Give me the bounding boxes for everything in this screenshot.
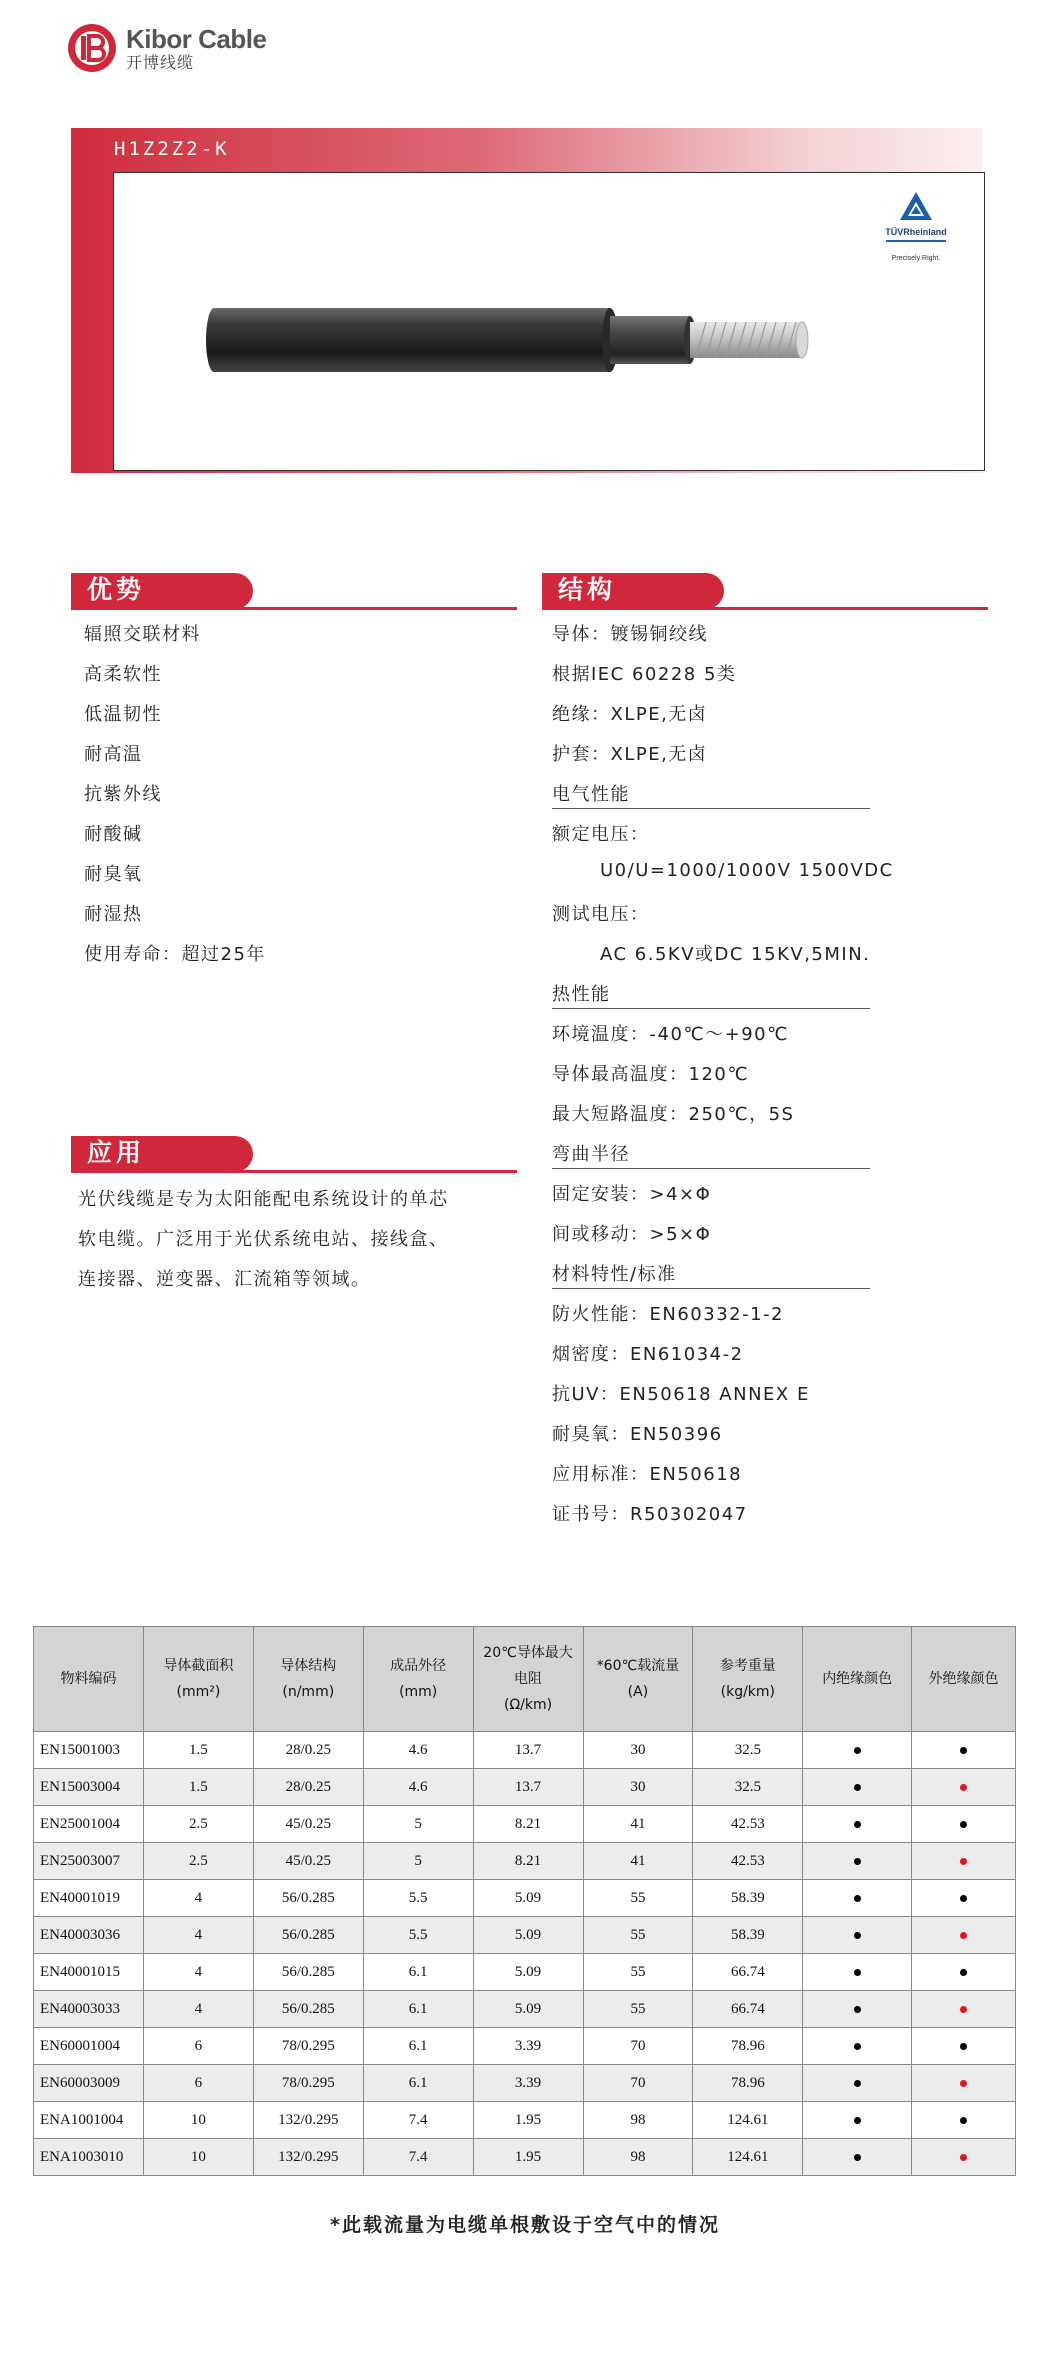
black-dot-icon: [854, 2117, 861, 2124]
inner-color-cell: [803, 1880, 912, 1917]
table-cell: 10: [143, 2139, 253, 2176]
red-dot-icon: [960, 1858, 967, 1865]
table-cell: 2.5: [143, 1843, 253, 1880]
table-row: [34, 1843, 1016, 1880]
structure-item: 导体：镀锡铜绞线: [552, 624, 708, 645]
table-row: [34, 1806, 1016, 1843]
material-code-cell: EN25003007: [34, 1843, 144, 1880]
structure-item: 环境温度：-40℃～+90℃: [552, 1024, 789, 1045]
table-cell: 7.4: [363, 2139, 473, 2176]
table-row: [34, 1769, 1016, 1806]
structure-item: 测试电压：: [552, 904, 650, 925]
inner-color-cell: [803, 2102, 912, 2139]
advantage-item: 低温韧性: [84, 704, 162, 725]
table-cell: 55: [583, 1880, 693, 1917]
structure-item: 证书号：R50302047: [552, 1504, 748, 1525]
table-cell: 41: [583, 1806, 693, 1843]
table-cell: 6.1: [363, 2065, 473, 2102]
black-dot-icon: [960, 1969, 967, 1976]
outer-color-cell: [912, 1769, 1016, 1806]
structure-subhead: 材料特性/标准: [552, 1260, 870, 1289]
table-header-text: 20℃导体最大: [483, 1645, 573, 1661]
outer-color-cell: [912, 1732, 1016, 1769]
table-cell: 55: [583, 1917, 693, 1954]
table-cell: 6: [143, 2065, 253, 2102]
red-dot-icon: [960, 2006, 967, 2013]
table-cell: 56/0.285: [253, 1954, 363, 1991]
table-cell: 4.6: [363, 1769, 473, 1806]
inner-color-cell: [803, 2028, 912, 2065]
inner-color-cell: [803, 1917, 912, 1954]
outer-color-cell: [912, 1954, 1016, 1991]
table-cell: 7.4: [363, 2102, 473, 2139]
table-header-cell: [583, 1627, 693, 1732]
application-line: 软电缆。广泛用于光伏系统电站、接线盒、: [78, 1229, 449, 1250]
table-cell: 5.09: [473, 1880, 583, 1917]
table-header-text: 内绝缘颜色: [822, 1671, 893, 1687]
table-header-text: (Ω/km): [504, 1697, 553, 1713]
table-cell: 132/0.295: [253, 2102, 363, 2139]
table-cell: 5.09: [473, 1917, 583, 1954]
table-cell: 32.5: [693, 1769, 803, 1806]
outer-color-cell: [912, 1991, 1016, 2028]
table-cell: 78.96: [693, 2028, 803, 2065]
table-header-cell: [143, 1627, 253, 1732]
table-cell: 30: [583, 1732, 693, 1769]
black-dot-icon: [854, 1895, 861, 1902]
table-cell: 42.53: [693, 1843, 803, 1880]
outer-color-cell: [912, 1806, 1016, 1843]
material-code-cell: EN60001004: [34, 2028, 144, 2065]
inner-color-cell: [803, 2139, 912, 2176]
application-line: 连接器、逆变器、汇流箱等领域。: [78, 1269, 371, 1290]
table-cell: 58.39: [693, 1917, 803, 1954]
black-dot-icon: [854, 1969, 861, 1976]
structure-item: 根据IEC 60228 5类: [552, 664, 737, 685]
advantage-item: 高柔软性: [84, 664, 162, 685]
table-cell: 5.5: [363, 1880, 473, 1917]
table-cell: 4: [143, 1991, 253, 2028]
structure-subhead: 电气性能: [552, 780, 870, 809]
red-dot-icon: [960, 1932, 967, 1939]
table-header-text: 物料编码: [60, 1671, 117, 1687]
outer-color-cell: [912, 2065, 1016, 2102]
table-header-cell: [363, 1627, 473, 1732]
red-dot-icon: [960, 2080, 967, 2087]
table-cell: 4: [143, 1917, 253, 1954]
advantages-title: 优势: [87, 575, 146, 604]
table-cell: 66.74: [693, 1954, 803, 1991]
material-code-cell: ENA1003010: [34, 2139, 144, 2176]
table-cell: 6.1: [363, 1991, 473, 2028]
material-code-cell: ENA1001004: [34, 2102, 144, 2139]
table-header-text: *60℃载流量: [596, 1658, 680, 1674]
structure-item: 最大短路温度：250℃，5S: [552, 1104, 795, 1125]
table-header-cell: [803, 1627, 912, 1732]
table-header-text: 成品外径: [390, 1658, 447, 1674]
table-header-text: 导体结构: [280, 1658, 337, 1674]
table-header-text: (kg/km): [720, 1684, 776, 1700]
red-dot-icon: [960, 2154, 967, 2161]
table-header-cell: [912, 1627, 1016, 1732]
tuv-certification-badge: [762, 180, 962, 280]
table-cell: 13.7: [473, 1732, 583, 1769]
black-dot-icon: [960, 1821, 967, 1828]
structure-item: U0/U=1000/1000V 1500VDC: [600, 860, 894, 881]
table-cell: 56/0.285: [253, 1917, 363, 1954]
application-line: 光伏线缆是专为太阳能配电系统设计的单芯: [78, 1189, 449, 1210]
table-cell: 98: [583, 2102, 693, 2139]
inner-color-cell: [803, 1843, 912, 1880]
table-cell: 45/0.25: [253, 1806, 363, 1843]
structure-item: AC 6.5KV或DC 15KV,5MIN.: [600, 944, 871, 965]
outer-color-cell: [912, 1917, 1016, 1954]
brand-name-cn: 开博线缆: [126, 53, 195, 72]
table-row: [34, 1954, 1016, 1991]
tuv-name: TÜVRheinland: [885, 227, 947, 237]
inner-color-cell: [803, 1991, 912, 2028]
table-header-text: (mm): [399, 1684, 438, 1700]
advantage-item: 抗紫外线: [84, 784, 162, 805]
brand-name-en: Kibor Cable: [126, 24, 267, 54]
table-header-cell: [473, 1627, 583, 1732]
table-cell: 56/0.285: [253, 1880, 363, 1917]
black-dot-icon: [854, 2154, 861, 2161]
material-code-cell: EN60003009: [34, 2065, 144, 2102]
table-header-cell: [693, 1627, 803, 1732]
inner-color-cell: [803, 1732, 912, 1769]
outer-color-cell: [912, 2028, 1016, 2065]
table-cell: 8.21: [473, 1806, 583, 1843]
table-cell: 4: [143, 1954, 253, 1991]
application-title: 应用: [87, 1138, 146, 1167]
advantage-item: 辐照交联材料: [84, 624, 201, 645]
structure-item: 护套：XLPE,无卤: [552, 744, 708, 765]
material-code-cell: EN40003033: [34, 1991, 144, 2028]
outer-color-cell: [912, 1843, 1016, 1880]
structure-item: 应用标准：EN50618: [552, 1464, 743, 1485]
inner-color-cell: [803, 1769, 912, 1806]
cable-illustration: [200, 290, 830, 390]
inner-color-cell: [803, 1954, 912, 1991]
table-cell: 10: [143, 2102, 253, 2139]
structure-item: 间或移动：>5×Φ: [552, 1224, 712, 1245]
table-cell: 2.5: [143, 1806, 253, 1843]
structure-item: 固定安装：>4×Φ: [552, 1184, 712, 1205]
product-model: H1Z2Z2-K: [114, 138, 230, 160]
table-cell: 124.61: [693, 2139, 803, 2176]
structure-item: 导体最高温度：120℃: [552, 1064, 750, 1085]
table-row: [34, 1732, 1016, 1769]
black-dot-icon: [960, 2043, 967, 2050]
table-header-cell: [34, 1627, 144, 1732]
black-dot-icon: [854, 1821, 861, 1828]
black-dot-icon: [960, 1747, 967, 1754]
table-cell: 5.09: [473, 1954, 583, 1991]
table-cell: 6.1: [363, 1954, 473, 1991]
table-row: [34, 1880, 1016, 1917]
table-row: [34, 1991, 1016, 2028]
table-cell: 28/0.25: [253, 1732, 363, 1769]
inner-color-cell: [803, 2065, 912, 2102]
advantage-item: 耐湿热: [84, 904, 143, 925]
black-dot-icon: [960, 2117, 967, 2124]
table-header-row: [34, 1627, 1016, 1732]
advantage-item: 耐臭氧: [84, 864, 143, 885]
table-cell: 56/0.285: [253, 1991, 363, 2028]
advantage-item: 使用寿命：超过25年: [84, 944, 266, 965]
table-cell: 5: [363, 1843, 473, 1880]
table-cell: 1.5: [143, 1769, 253, 1806]
structure-item: 耐臭氧：EN50396: [552, 1424, 723, 1445]
black-dot-icon: [854, 2006, 861, 2013]
material-code-cell: EN40001015: [34, 1954, 144, 1991]
table-cell: 5.5: [363, 1917, 473, 1954]
table-body: [34, 1732, 1016, 2176]
table-header-text: 导体截面积: [163, 1658, 234, 1674]
advantage-item: 耐酸碱: [84, 824, 143, 845]
table-cell: 1.5: [143, 1732, 253, 1769]
inner-color-cell: [803, 1806, 912, 1843]
tuv-tagline: Precisely Right.: [891, 255, 941, 262]
table-cell: 78.96: [693, 2065, 803, 2102]
table-row: [34, 1917, 1016, 1954]
structure-item: 额定电压：: [552, 824, 650, 845]
table-header-text: 外绝缘颜色: [928, 1671, 999, 1687]
table-header-cell: [253, 1627, 363, 1732]
black-dot-icon: [854, 1858, 861, 1865]
table-row: [34, 2139, 1016, 2176]
table-cell: 4.6: [363, 1732, 473, 1769]
table-cell: 6: [143, 2028, 253, 2065]
structure-item: 防火性能：EN60332-1-2: [552, 1304, 784, 1325]
table-header-text: 电阻: [514, 1671, 543, 1687]
table-cell: 70: [583, 2028, 693, 2065]
table-cell: 66.74: [693, 1991, 803, 2028]
table-header-text: (n/mm): [282, 1684, 335, 1700]
footnote: *此载流量为电缆单根敷设于空气中的情况: [330, 2214, 720, 2236]
material-code-cell: EN40003036: [34, 1917, 144, 1954]
table-cell: 98: [583, 2139, 693, 2176]
table-cell: 42.53: [693, 1806, 803, 1843]
table-cell: 55: [583, 1991, 693, 2028]
kibor-logo-icon: [66, 22, 118, 74]
table-header-text: 参考重量: [719, 1658, 776, 1674]
material-code-cell: EN15003004: [34, 1769, 144, 1806]
table-cell: 28/0.25: [253, 1769, 363, 1806]
table-cell: 32.5: [693, 1732, 803, 1769]
table-cell: 5: [363, 1806, 473, 1843]
outer-color-cell: [912, 1880, 1016, 1917]
black-dot-icon: [854, 2043, 861, 2050]
table-cell: 124.61: [693, 2102, 803, 2139]
black-dot-icon: [960, 1895, 967, 1902]
outer-color-cell: [912, 2139, 1016, 2176]
black-dot-icon: [854, 2080, 861, 2087]
table-cell: 78/0.295: [253, 2065, 363, 2102]
spec-table: [33, 1626, 1016, 2176]
outer-color-cell: [912, 2102, 1016, 2139]
structure-subhead: 弯曲半径: [552, 1140, 870, 1169]
table-cell: 58.39: [693, 1880, 803, 1917]
black-dot-icon: [854, 1784, 861, 1791]
table-cell: 132/0.295: [253, 2139, 363, 2176]
table-cell: 30: [583, 1769, 693, 1806]
table-cell: 8.21: [473, 1843, 583, 1880]
table-cell: 45/0.25: [253, 1843, 363, 1880]
structure-item: 抗UV：EN50618 ANNEX E: [552, 1384, 810, 1405]
table-row: [34, 2065, 1016, 2102]
black-dot-icon: [854, 1747, 861, 1754]
table-cell: 41: [583, 1843, 693, 1880]
table-cell: 13.7: [473, 1769, 583, 1806]
table-cell: 70: [583, 2065, 693, 2102]
structure-title: 结构: [558, 575, 617, 604]
table-row: [34, 2102, 1016, 2139]
material-code-cell: EN25001004: [34, 1806, 144, 1843]
table-cell: 55: [583, 1954, 693, 1991]
table-cell: 5.09: [473, 1991, 583, 2028]
table-cell: 78/0.295: [253, 2028, 363, 2065]
structure-subhead: 热性能: [552, 980, 870, 1009]
table-cell: 6.1: [363, 2028, 473, 2065]
structure-item: 烟密度：EN61034-2: [552, 1344, 744, 1365]
table-cell: 3.39: [473, 2065, 583, 2102]
table-cell: 3.39: [473, 2028, 583, 2065]
red-dot-icon: [960, 1784, 967, 1791]
material-code-cell: EN15001003: [34, 1732, 144, 1769]
application-paragraph: [78, 1180, 518, 1300]
table-row: [34, 2028, 1016, 2065]
black-dot-icon: [854, 1932, 861, 1939]
advantage-item: 耐高温: [84, 744, 143, 765]
material-code-cell: EN40001019: [34, 1880, 144, 1917]
table-cell: 1.95: [473, 2102, 583, 2139]
table-cell: 4: [143, 1880, 253, 1917]
structure-item: 绝缘：XLPE,无卤: [552, 704, 708, 725]
table-header-text: (A): [627, 1684, 649, 1700]
table-cell: 1.95: [473, 2139, 583, 2176]
table-header-text: (mm²): [176, 1684, 221, 1700]
